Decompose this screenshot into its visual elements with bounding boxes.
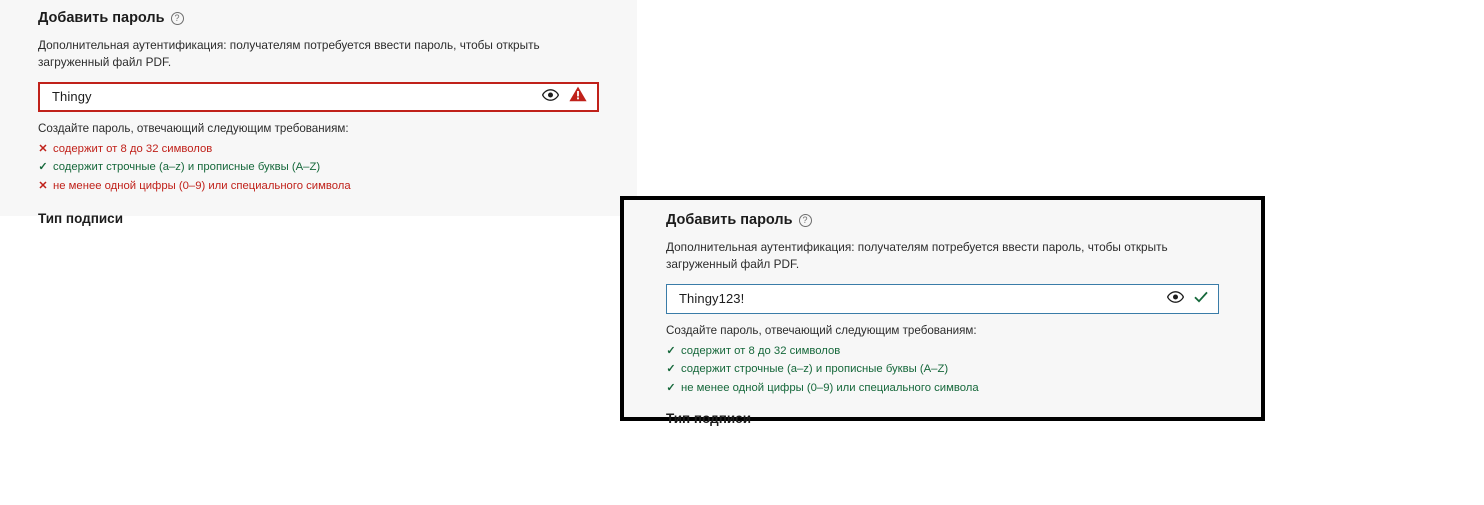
requirements-list-invalid: [38, 141, 599, 196]
requirement-item: [666, 361, 1219, 379]
requirement-mark-icon: ✓: [38, 161, 48, 174]
requirement-item: [666, 380, 1219, 398]
add-password-panel-invalid: [0, 0, 637, 227]
requirement-label: содержит строчные (a–z) и прописные буквы (A–Z): [681, 363, 949, 376]
requirement-label: содержит строчные (a–z) и прописные буквы (A–Z): [53, 161, 321, 174]
password-field-icons-invalid: [542, 86, 587, 107]
requirement-label: не менее одной цифры (0–9) или специального символа: [681, 381, 979, 394]
password-field-valid[interactable]: [666, 284, 1219, 314]
add-password-heading: Добавить пароль: [38, 10, 165, 26]
requirements-heading-valid: Создайте пароль, отвечающий следующим требованиям:: [666, 323, 977, 337]
eye-icon[interactable]: [542, 88, 559, 106]
requirement-mark-icon: ✓: [666, 381, 676, 394]
password-field-icons-valid: [1167, 290, 1208, 308]
requirement-label: содержит от 8 до 32 символов: [53, 142, 213, 155]
password-input-value-valid[interactable]: Thingy123!: [679, 291, 745, 307]
add-password-heading: Добавить пароль: [666, 212, 793, 228]
help-question-icon[interactable]: ?: [799, 214, 812, 227]
password-field-invalid[interactable]: [38, 82, 599, 112]
add-password-panel-valid: [620, 196, 1265, 427]
requirement-item: [38, 141, 599, 159]
requirements-list-valid: [666, 343, 1219, 398]
password-description-valid: Дополнительная аутентификация: получателям потребуется ввести пароль, чтобы открыть загруженный файл PDF.: [666, 240, 1168, 271]
checkmark-icon: [1194, 290, 1208, 308]
panel-title-invalid: [38, 10, 599, 27]
warning-triangle-icon: [569, 86, 587, 107]
signature-type-heading-valid: Тип подписи: [666, 411, 751, 427]
eye-icon[interactable]: [1167, 290, 1184, 308]
requirement-mark-icon: ✓: [666, 344, 676, 357]
requirement-item: [666, 343, 1219, 361]
password-description-invalid: Дополнительная аутентификация: получателям потребуется ввести пароль, чтобы открыть загруженный файл PDF.: [38, 38, 540, 69]
panel-title-valid: [666, 212, 1219, 229]
requirement-item: [38, 159, 599, 177]
help-question-icon[interactable]: ?: [171, 12, 184, 25]
requirement-mark-icon: ✓: [666, 363, 676, 376]
signature-type-heading-invalid: Тип подписи: [38, 211, 123, 227]
requirement-item: [38, 178, 599, 196]
requirements-heading-invalid: Создайте пароль, отвечающий следующим требованиям:: [38, 121, 349, 135]
requirement-mark-icon: ✕: [38, 179, 48, 192]
requirement-label: содержит от 8 до 32 символов: [681, 344, 841, 357]
password-input-value-invalid[interactable]: Thingy: [52, 89, 92, 105]
requirement-label: не менее одной цифры (0–9) или специального символа: [53, 179, 351, 192]
requirement-mark-icon: ✕: [38, 142, 48, 155]
